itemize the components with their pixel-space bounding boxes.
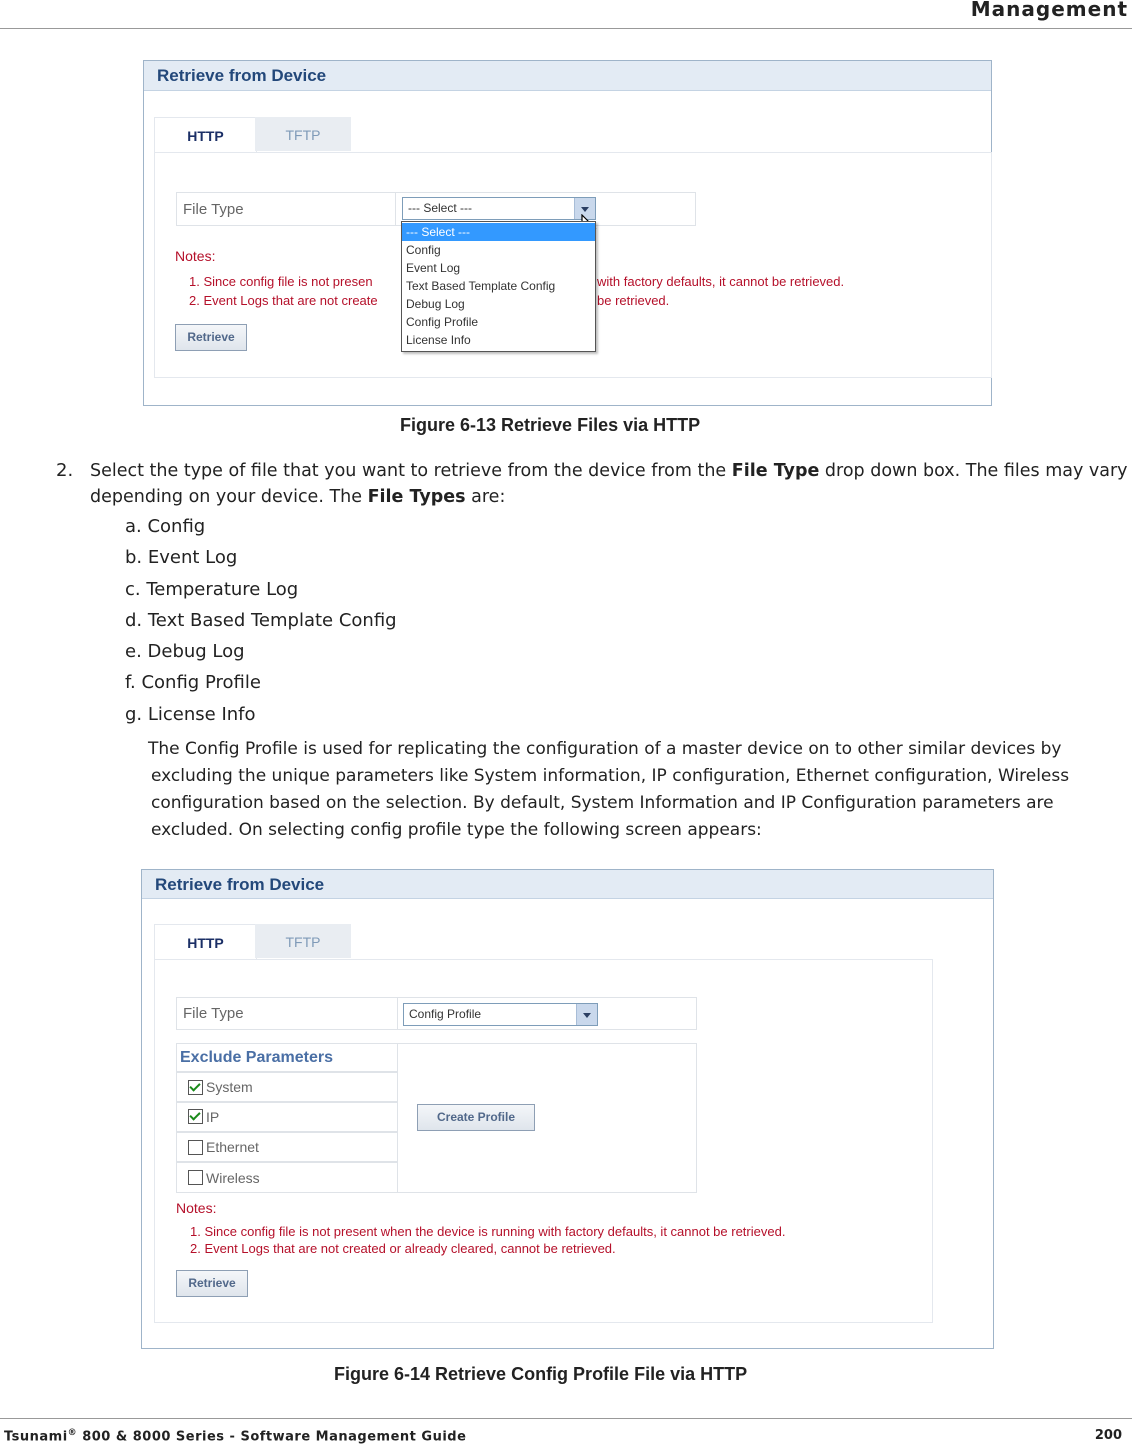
list-item: f. Config Profile	[125, 672, 261, 693]
file-type-label: File Type	[183, 201, 244, 218]
select-value: Config Profile	[409, 1007, 482, 1021]
system-checkbox[interactable]	[188, 1080, 203, 1095]
exclude-item-ip[interactable]: IP	[176, 1101, 398, 1133]
note-1-left: 1. Since config file is not presen	[189, 274, 373, 289]
panel-title: Retrieve from Device	[144, 61, 991, 91]
step-text-line1: Select the type of file that you want to retrieve from the device from the File Type drop down box. The files may vary	[90, 461, 1128, 481]
tab-tftp[interactable]: TFTP	[255, 924, 351, 958]
dropdown-option[interactable]: Debug Log	[406, 297, 465, 311]
exclude-item-system[interactable]: System	[176, 1071, 398, 1103]
figure2-screenshot	[141, 869, 994, 1349]
panel-title: Retrieve from Device	[142, 870, 993, 899]
note-2-right: be retrieved.	[597, 293, 670, 308]
dropdown-option[interactable]: --- Select ---	[402, 223, 595, 241]
footer-document-title: Tsunami® 800 & 8000 Series - Software Management Guide	[4, 1428, 467, 1445]
notes-title: Notes:	[175, 248, 216, 264]
ip-checkbox[interactable]	[188, 1109, 203, 1124]
ethernet-checkbox[interactable]	[188, 1140, 203, 1155]
footer-divider	[0, 1418, 1132, 1419]
exclude-item-wireless[interactable]: Wireless	[176, 1161, 398, 1193]
step-number: 2.	[56, 460, 74, 481]
select-value: --- Select ---	[408, 201, 472, 215]
dropdown-option[interactable]: Config Profile	[406, 315, 479, 329]
dropdown-option[interactable]: Event Log	[406, 261, 461, 275]
retrieve-button[interactable]: Retrieve	[176, 1270, 248, 1297]
note-2: 2. Event Logs that are not created or already cleared, cannot be retrieved.	[190, 1241, 616, 1256]
file-type-label-cell	[176, 997, 398, 1030]
config-profile-paragraph	[148, 736, 1118, 844]
exclude-item-ethernet[interactable]: Ethernet	[176, 1131, 398, 1163]
paragraph-line: configuration based on the selection. By default, System Information and IP Configuration parameters are	[151, 793, 1054, 813]
figure2-caption: Figure 6-14 Retrieve Config Profile File via HTTP	[334, 1364, 748, 1384]
step-text-line2: depending on your device. The File Types are:	[90, 487, 506, 507]
list-item: b. Event Log	[125, 547, 238, 568]
figure1-screenshot	[143, 60, 992, 406]
retrieve-button[interactable]: Retrieve	[175, 324, 247, 351]
dropdown-option[interactable]: Config	[406, 243, 441, 257]
list-item: e. Debug Log	[125, 641, 245, 662]
figure1-caption: Figure 6-13 Retrieve Files via HTTP	[400, 415, 701, 435]
note-2-left: 2. Event Logs that are not create	[189, 293, 378, 308]
dropdown-option[interactable]: Text Based Template Config	[406, 279, 556, 293]
dropdown-option[interactable]: License Info	[406, 333, 471, 347]
tab-tftp[interactable]: TFTP	[255, 117, 351, 151]
note-1-right: with factory defaults, it cannot be retrieved.	[597, 274, 845, 289]
header-divider	[0, 28, 1132, 29]
create-profile-button[interactable]: Create Profile	[417, 1104, 535, 1131]
chevron-down-icon[interactable]	[576, 1004, 597, 1025]
list-item: d. Text Based Template Config	[125, 610, 397, 631]
file-type-label-cell	[176, 192, 396, 226]
file-type-dropdown[interactable]	[401, 221, 596, 352]
tab-http[interactable]: HTTP	[154, 117, 257, 152]
paragraph-line: The Config Profile is used for replicating the configuration of a master device on to other similar devices by	[148, 739, 1062, 759]
paragraph-line: excluded. On selecting config profile type the following screen appears:	[151, 820, 762, 840]
note-1: 1. Since config file is not present when the device is running with factory defaults, it cannot be retrieved.	[190, 1224, 786, 1239]
notes-title: Notes:	[176, 1200, 217, 1216]
file-type-select[interactable]	[403, 1003, 598, 1026]
list-item: c. Temperature Log	[125, 579, 299, 600]
list-item: a. Config	[125, 516, 206, 537]
list-item: g. License Info	[125, 704, 256, 725]
paragraph-line: excluding the unique parameters like System information, IP configuration, Ethernet configuration, Wireless	[151, 766, 1070, 786]
wireless-checkbox[interactable]	[188, 1170, 203, 1185]
tab-http[interactable]: HTTP	[154, 924, 257, 959]
file-type-label: File Type	[183, 1005, 244, 1022]
file-type-select[interactable]	[402, 197, 596, 220]
exclude-parameters-header: Exclude Parameters	[176, 1043, 398, 1073]
page-number: 200	[1094, 1428, 1122, 1443]
page-header-title: Management	[970, 0, 1128, 21]
